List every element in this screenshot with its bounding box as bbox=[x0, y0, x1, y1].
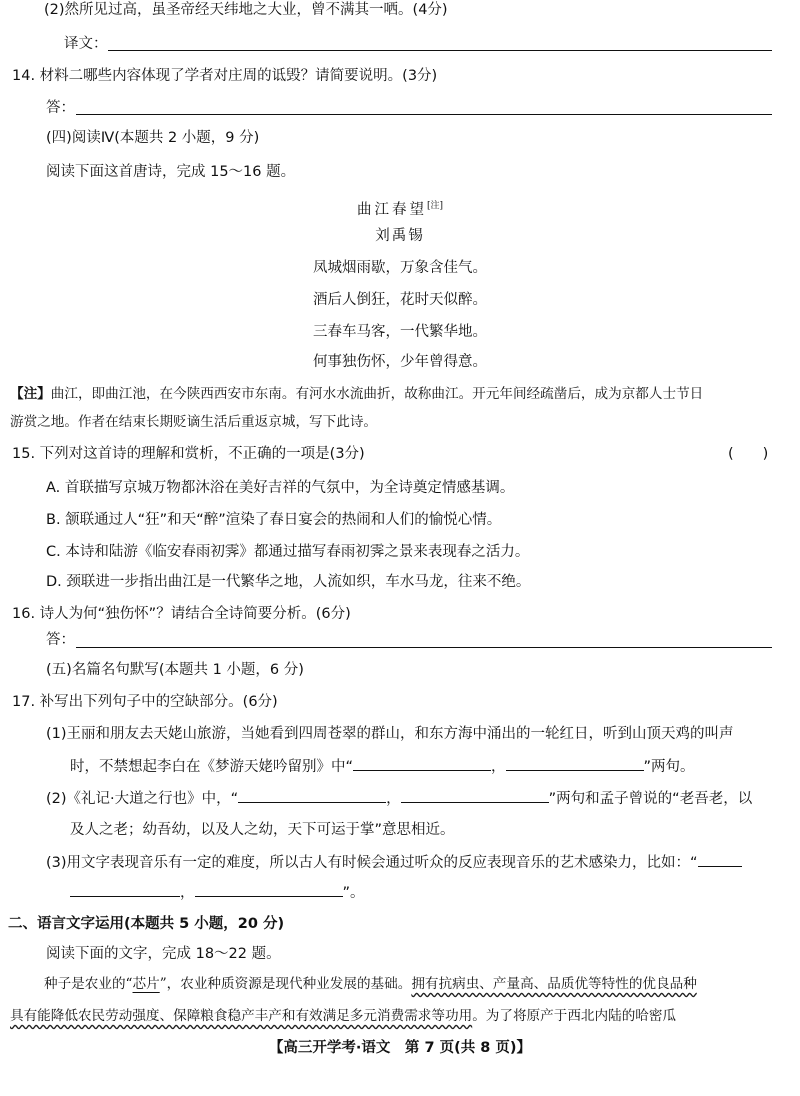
q17-item2-line2: 及人之老；幼吾幼，以及人之幼，天下可运于掌”意思相近。 bbox=[70, 822, 455, 838]
poem-line-4: 何事独伤怀，少年曾得意。 bbox=[313, 354, 487, 370]
q17-item3-sep: ， bbox=[180, 885, 195, 901]
poem-title: 曲江春望 bbox=[356, 201, 427, 218]
q17-item3-line1 bbox=[46, 852, 742, 873]
q17-blank-3[interactable] bbox=[238, 788, 386, 803]
q17-stem: 17. 补写出下列句子中的空缺部分。(6分) bbox=[12, 694, 278, 710]
section-5-title: (五)名篇名句默写(本题共 1 小题，6 分) bbox=[46, 662, 304, 678]
passage-text-1a: 种子是农业的“ bbox=[44, 976, 133, 992]
note-line-2: 游赏之地。作者在结束长期贬谪生活后重返京城，写下此诗。 bbox=[10, 414, 378, 430]
q17-item1-prefix: 时，不禁想起李白在《梦游天姥吟留别》中“ bbox=[70, 759, 354, 775]
q13-2-text: (2)然所见过高，虽圣帝经天纬地之大业，曾不满其一哂。(4分) bbox=[44, 2, 448, 18]
passage-text-1b: ”，农业种质资源是现代种业发展的基础。 bbox=[159, 976, 412, 992]
q15-option-b[interactable]: B. 颔联通过人“狂”和天“醉”渲染了春日宴会的热闹和人们的愉悦心情。 bbox=[46, 512, 502, 528]
q15-option-c[interactable]: C. 本诗和陆游《临安春雨初霁》都通过描写春雨初霁之景来表现春之活力。 bbox=[46, 544, 530, 560]
passage-wavy-1: 拥有抗病虫、产量高、品质优等特性的优良品种 bbox=[411, 976, 697, 992]
q17-item3-text: (3)用文字表现音乐有一定的难度，所以古人有时候会通过听众的反应表现音乐的艺术感染力，比如：“ bbox=[46, 855, 698, 871]
q16-answer-label: 答： bbox=[46, 632, 75, 648]
section-4-title: (四)阅读Ⅳ(本题共 2 小题，9 分) bbox=[46, 130, 260, 146]
poem-note-mark: [注] bbox=[426, 201, 444, 211]
passage-wavy-2: 具有能降低农民劳动强度、保障粮食稳产丰产和有效满足多元消费需求等功用 bbox=[10, 1008, 473, 1024]
q17-blank-1[interactable] bbox=[353, 756, 491, 771]
q17-item1-line2 bbox=[70, 756, 695, 777]
q15-answer-bracket[interactable]: ( ) bbox=[728, 446, 769, 462]
q17-blank-5b[interactable] bbox=[70, 882, 180, 897]
note-line-1 bbox=[10, 384, 703, 404]
note-text-1: 曲江，即曲江池，在今陕西西安市东南。有河水水流曲折，故称曲江。开元年间经疏凿后，成为京都人士节日 bbox=[50, 386, 704, 402]
q17-item1-sep: ， bbox=[491, 759, 506, 775]
poem-line-1: 凤城烟雨歇，万象含佳气。 bbox=[313, 260, 487, 276]
q16-question: 16. 诗人为何“独伤怀”？请结合全诗简要分析。(6分) bbox=[12, 606, 351, 622]
q17-blank-5a[interactable] bbox=[698, 852, 742, 867]
poem-title-block bbox=[0, 196, 800, 220]
poem-line-2: 酒后人倒狂，花时天似醉。 bbox=[313, 292, 487, 308]
q14-question: 14. 材料二哪些内容体现了学者对庄周的诋毁？请简要说明。(3分) bbox=[12, 68, 438, 84]
q13-2-answer-label: 译文： bbox=[64, 36, 108, 52]
q14-answer-line[interactable] bbox=[76, 114, 772, 115]
q16-answer-line[interactable] bbox=[76, 647, 772, 648]
passage-line-1 bbox=[44, 974, 697, 994]
q17-item1-line1: (1)王丽和朋友去天姥山旅游，当她看到四周苍翠的群山，和东方海中涌出的一轮红日，听到山顶天鸡的叫声 bbox=[46, 726, 734, 742]
q15-stem: 15. 下列对这首诗的理解和赏析，不正确的一项是(3分) bbox=[12, 446, 365, 462]
q17-item3-end: ”。 bbox=[342, 885, 365, 901]
q17-blank-4[interactable] bbox=[401, 788, 549, 803]
q17-item2-sep: ， bbox=[386, 791, 401, 807]
q14-answer-label: 答： bbox=[46, 100, 75, 116]
q15-option-a[interactable]: A. 首联描写京城万物都沐浴在美好吉祥的气氛中，为全诗奠定情感基调。 bbox=[46, 480, 515, 496]
q17-item2-line1 bbox=[46, 788, 752, 809]
q17-item2-prefix: (2)《礼记·大道之行也》中，“ bbox=[46, 791, 239, 807]
q17-item1-suffix: ”两句。 bbox=[643, 759, 695, 775]
q17-item2-suffix: ”两句和孟子曾说的“老吾老，以 bbox=[548, 791, 753, 807]
section-4-intro: 阅读下面这首唐诗，完成 15～16 题。 bbox=[46, 164, 296, 180]
poem-line-3: 三春车马客，一代繁华地。 bbox=[313, 324, 487, 340]
q17-blank-2[interactable] bbox=[506, 756, 644, 771]
q17-item3-line2 bbox=[70, 882, 365, 903]
passage-text-2b: 。为了将原产于西北内陆的哈密瓜 bbox=[472, 1008, 677, 1024]
note-label: 【注】 bbox=[10, 386, 51, 402]
part-2-intro: 阅读下面的文字，完成 18～22 题。 bbox=[46, 946, 281, 962]
page-footer: 【高三开学考·语文 第 7 页(共 8 页)】 bbox=[268, 1040, 532, 1056]
passage-chip-highlight: 芯片 bbox=[132, 976, 160, 992]
part-2-title: 二、语言文字运用(本题共 5 小题，20 分) bbox=[8, 916, 285, 932]
passage-line-2 bbox=[10, 1006, 676, 1026]
q13-2-answer-line[interactable] bbox=[108, 50, 772, 51]
poem-author: 刘禹锡 bbox=[375, 228, 425, 244]
q17-blank-6[interactable] bbox=[195, 882, 343, 897]
q15-option-d[interactable]: D. 颈联进一步指出曲江是一代繁华之地，人流如织，车水马龙，往来不绝。 bbox=[46, 574, 531, 590]
